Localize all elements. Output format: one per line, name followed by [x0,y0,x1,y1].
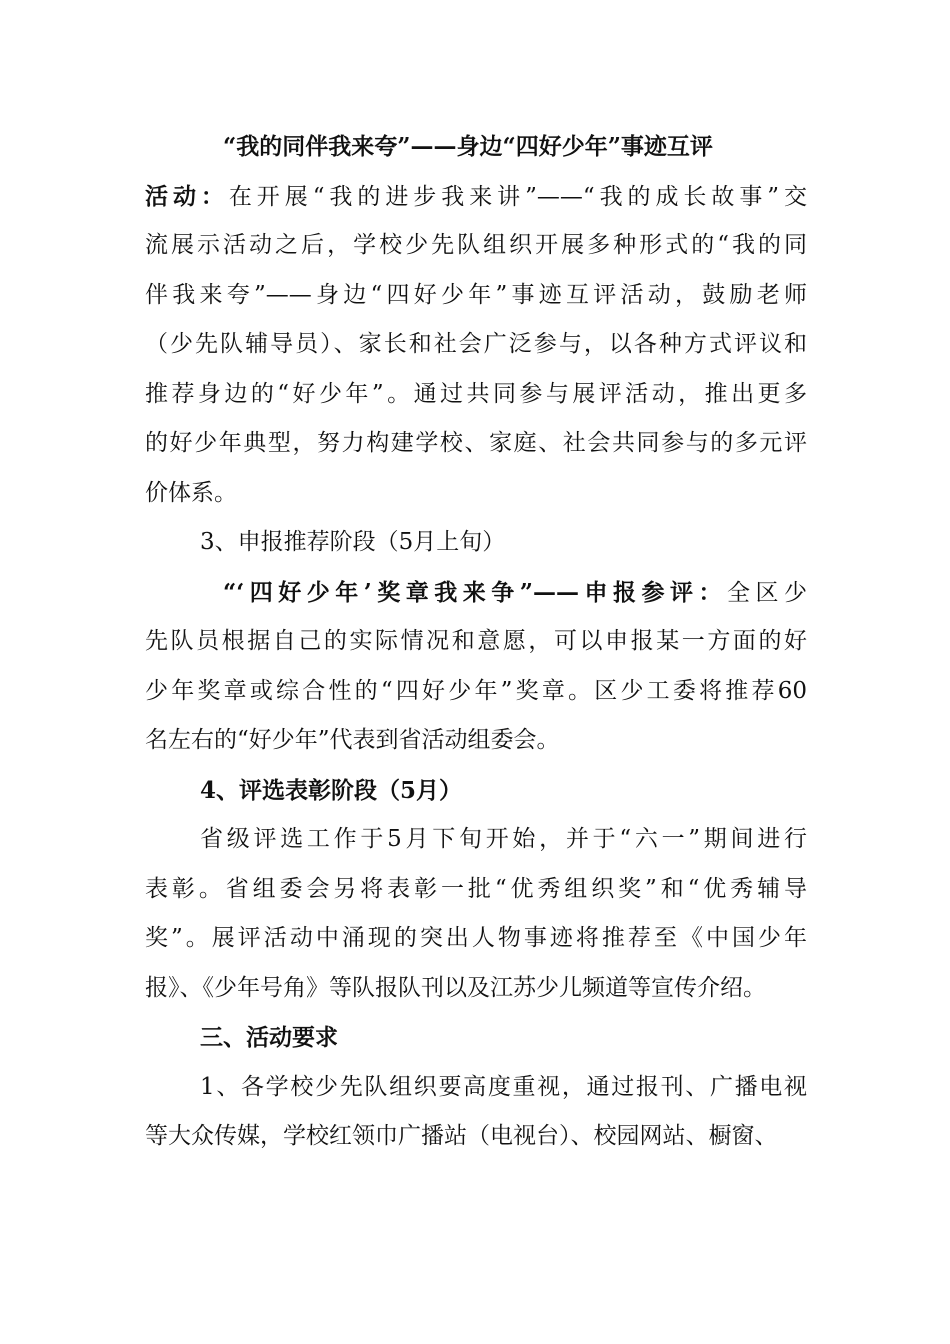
section3-title: 3、申报推荐阶段（5月上旬） [200,529,506,555]
paragraph2-line-last: 名左右的“好少年”代表到省活动组委会。 [145,727,560,753]
paragraph1-line: 的好少年典型，努力构建学校、家庭、社会共同参与的多元评 [145,430,807,456]
paragraph1-line-last: 价体系。 [145,479,237,506]
document-body [145,122,807,1162]
paragraph1-heading-cont: 活动： [145,182,229,210]
paragraph4-line: 1、各学校少先队组织要高度重视，通过报刊、广播电视 [200,1073,807,1100]
paragraph1-heading: “我的同伴我来夸”——身边“四好少年”事迹互评 [223,133,713,160]
paragraph1-line: 流展示活动之后，学校少先队组织开展多种形式的“我的同 [145,232,807,258]
paragraph1-line2-text: 在开展“我的进步我来讲”——“我的成长故事”交 [228,183,807,210]
paragraph1-line: （少先队辅导员）、家长和社会广泛参与，以各种方式评议和 [145,331,807,357]
paragraph2-line [145,568,807,618]
paragraph3-line: 省级评选工作于5月下旬开始，并于“六一”期间进行 [200,826,807,852]
paragraph4-line: 等大众传媒，学校红领巾广播站（电视台）、校园网站、橱窗、 [145,1123,778,1149]
section4-title: 4、评选表彰阶段（5月） [200,776,463,804]
paragraph3-line-last: 报》、《少年号角》等队报队刊以及江苏少儿频道等宣传介绍。 [145,974,766,1001]
paragraph1-line: 伴我来夸”——身边“四好少年”事迹互评活动，鼓励老师 [145,281,807,308]
paragraph3-line: 奖”。展评活动中涌现的突出人物事迹将推荐至《中国少年 [145,925,807,951]
paragraph2-line1-text: 全区少 [727,579,807,606]
paragraph2-line: 少年奖章或综合性的“四好少年”奖章。区少工委将推荐60 [145,677,807,704]
paragraph1-line [145,172,807,222]
section-three-title: 三、活动要求 [200,1024,338,1051]
paragraph3-line: 表彰。省组委会另将表彰一批“优秀组织奖”和“优秀辅导 [145,875,807,902]
paragraph2-line: 先队员根据自己的实际情况和意愿，可以申报某一方面的好 [145,628,807,654]
paragraph1-line: 推荐身边的“好少年”。通过共同参与展评活动，推出更多 [145,380,807,407]
paragraph2-heading: “‘四好少年’奖章我来争”——申报参评： [223,578,727,606]
